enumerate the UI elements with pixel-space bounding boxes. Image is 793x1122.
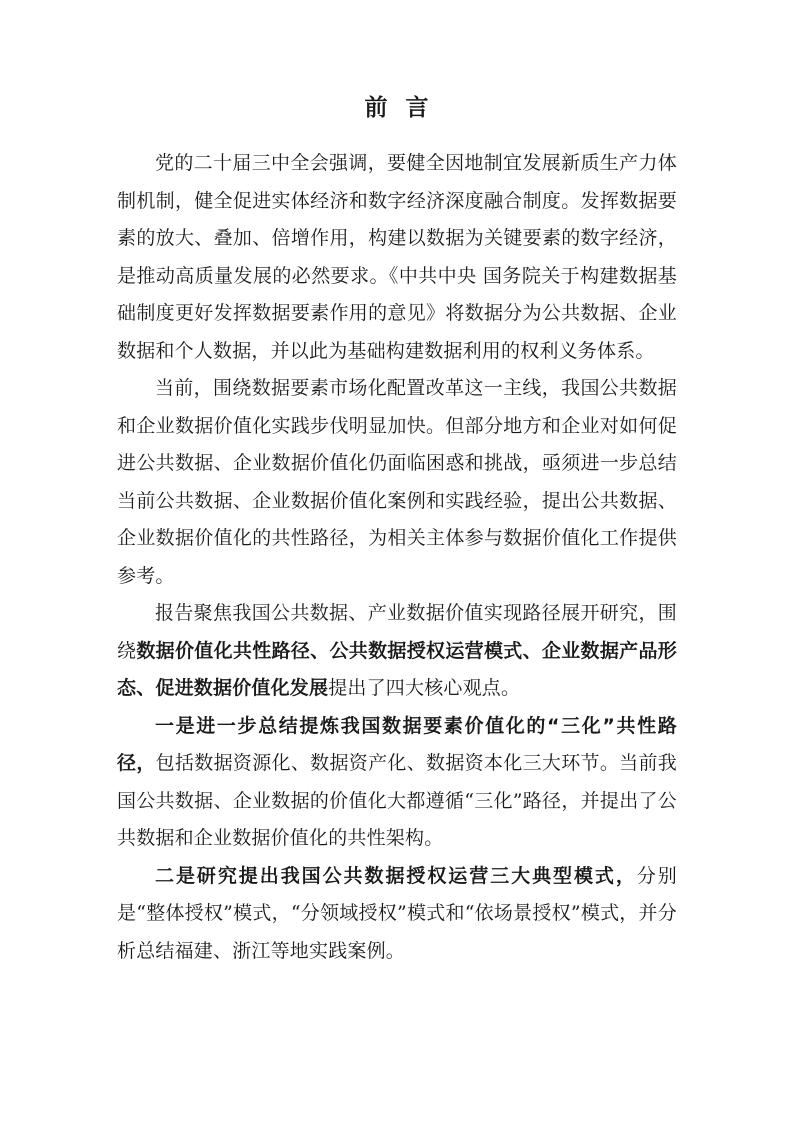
paragraph-rest: 分别是“整体授权”模式，“分领域授权”模式和“依场景授权”模式，并分析总结福建、浙江等地实践案例。 [117, 864, 677, 962]
paragraph-rest: 包括数据资源化、数据资产化、数据资本化三大环节。当前我国公共数据、企业数据的价值化大都遵循“三化”路径，并提出了公共数据和企业数据价值化的共性架构。 [117, 752, 678, 849]
paragraph-lead: 报告聚焦我国公共数据、产业数据价值实现路径展开研究，围绕 [117, 602, 677, 662]
page-title: 前言 [364, 95, 447, 121]
paragraph-intro [117, 145, 677, 370]
paragraph-bold: 数据价值化共性路径、公共数据授权运营模式、企业数据产品形态、促进数据价值化发展 [117, 639, 678, 699]
paragraph-text: 当前，围绕数据要素市场化配置改革这一主线，我国公共数据和企业数据价值化实践步伐明显加快。但部分地方和企业对如何促进公共数据、企业数据价值化仍面临困惑和挑战，亟须进一步总结当前公共数据、企业数据价值化案例和实践经验，提出公共数据、企业数据价值化的共性路径，为相关主体参与数据价值化工作提供参考。 [117, 377, 677, 587]
paragraph-point-one [117, 708, 677, 858]
paragraph-report-focus [117, 595, 677, 708]
paragraph-rest: 提出了四大核心观点。 [328, 677, 521, 699]
document-body [117, 145, 677, 970]
paragraph-point-two [117, 858, 677, 971]
paragraph-bold: 二是研究提出我国公共数据授权运营三大典型模式， [155, 864, 637, 887]
paragraph-bold: 一是进一步总结提炼我国数据要素价值化的“三化”共性路径， [117, 714, 677, 774]
paragraph-text: 党的二十届三中全会强调，要健全因地制宜发展新质生产力体制机制，健全促进实体经济和数字经济深度融合制度。发挥数据要素的放大、叠加、倍增作用，构建以数据为关键要素的数字经济，是推动高质量发展的必然要求。《中共中央 国务院关于构建数据基础制度更好发挥数据要素作用的意见》将数据分为公共数据、企业数据和个人数据，并以此为基础构建数据利用的权利义务体系。 [117, 152, 677, 362]
paragraph-current-situation [117, 370, 677, 595]
